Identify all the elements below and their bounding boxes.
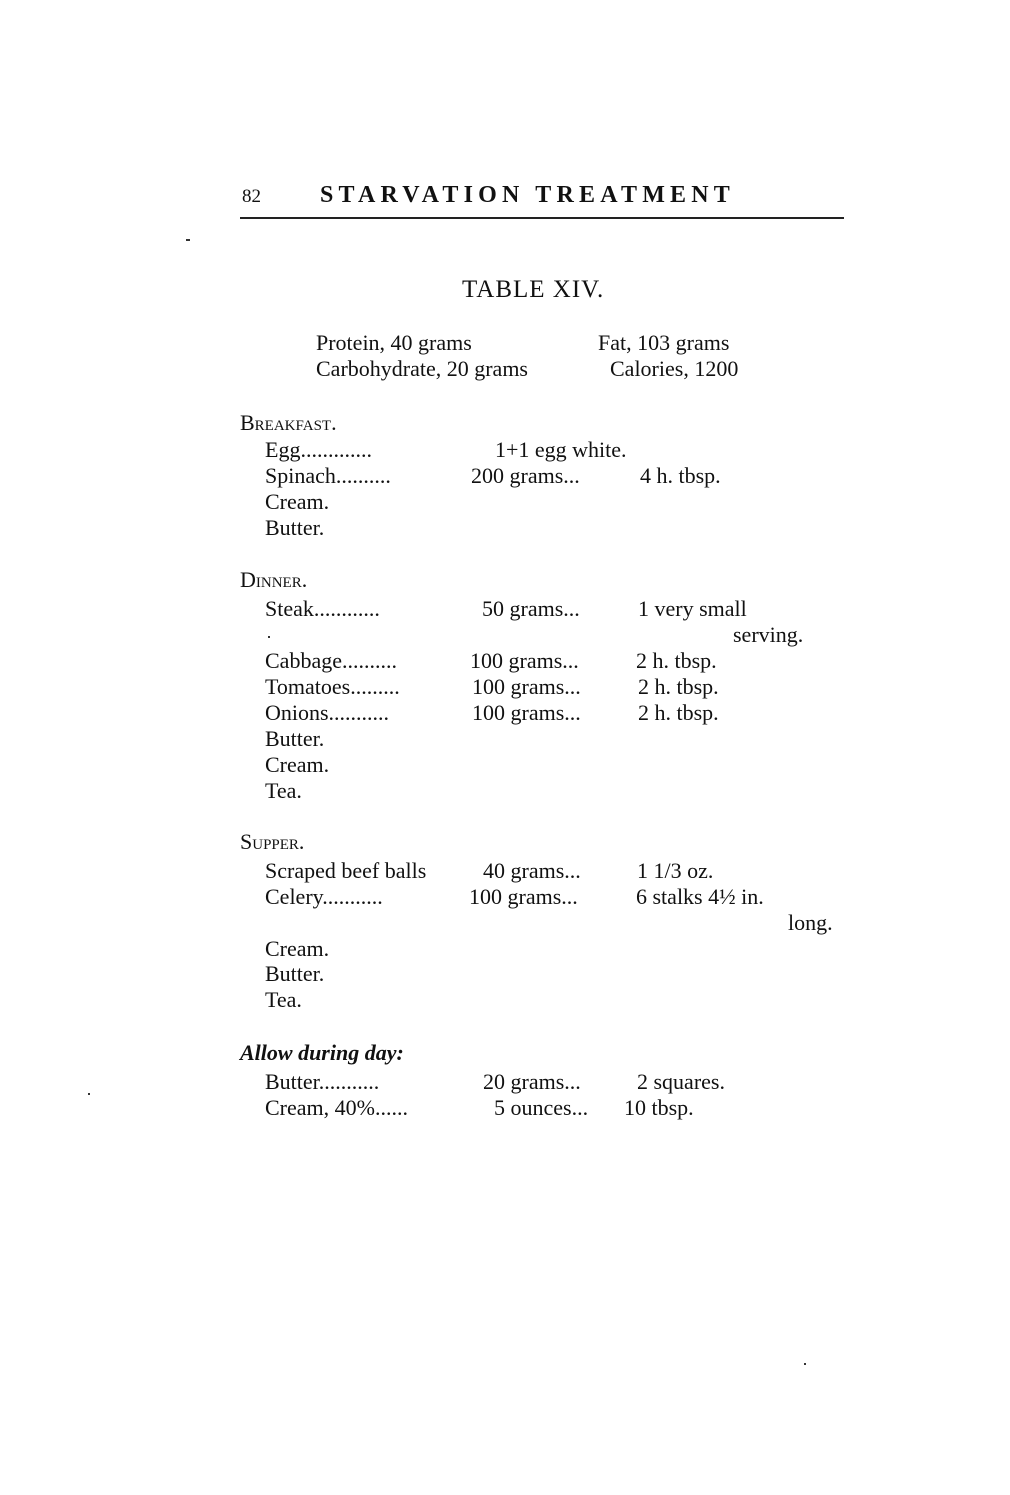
- food-amount: 20 grams...: [483, 1069, 581, 1094]
- food-measure: 4 h. tbsp.: [640, 463, 721, 488]
- food-name: Onions...........: [265, 700, 390, 725]
- food-measure-continuation: serving.: [733, 622, 804, 647]
- allow-heading: Allow during day:: [240, 1040, 404, 1065]
- food-name: Spinach..........: [265, 463, 391, 488]
- supper-heading: Supper.: [240, 829, 305, 854]
- food-amount: 100 grams...: [469, 884, 578, 909]
- food-name: Celery...........: [265, 884, 383, 909]
- food-name: Egg.............: [265, 437, 372, 462]
- food-name: Butter.: [265, 961, 325, 986]
- food-measure: 6 stalks 4½ in.: [636, 884, 764, 909]
- summary-protein: Protein, 40 grams: [316, 330, 472, 355]
- summary-carbohydrate: Carbohydrate, 20 grams: [316, 356, 528, 381]
- food-amount: 5 ounces...: [494, 1095, 589, 1120]
- scan-speck: [88, 1093, 90, 1095]
- food-name: Steak............: [265, 596, 380, 621]
- food-amount: 50 grams...: [482, 596, 580, 621]
- food-amount: 100 grams...: [470, 648, 579, 673]
- food-measure: 2 h. tbsp.: [638, 700, 719, 725]
- food-amount: 1+1 egg white.: [495, 437, 627, 462]
- page-number: 82: [242, 186, 261, 207]
- food-measure: 2 squares.: [637, 1069, 725, 1094]
- food-measure: 2 h. tbsp.: [638, 674, 719, 699]
- food-measure: 10 tbsp.: [624, 1095, 694, 1120]
- food-amount: 40 grams...: [483, 858, 581, 883]
- scan-speck: [186, 239, 190, 241]
- food-amount: 100 grams...: [472, 700, 581, 725]
- food-name: Butter.: [265, 515, 325, 540]
- header-rule: [240, 217, 844, 219]
- food-measure: 2 h. tbsp.: [636, 648, 717, 673]
- food-amount: 200 grams...: [471, 463, 580, 488]
- food-measure: 1 very small: [638, 596, 747, 621]
- food-name: Cream.: [265, 936, 330, 961]
- food-name: Cream.: [265, 489, 330, 514]
- food-name: Cabbage..........: [265, 648, 397, 673]
- food-name: Cream.: [265, 752, 330, 777]
- table-title: TABLE XIV.: [462, 276, 605, 303]
- summary-fat: Fat, 103 grams: [598, 330, 730, 355]
- breakfast-heading: Breakfast.: [240, 410, 337, 435]
- food-name: Scraped beef balls: [265, 858, 427, 883]
- running-title: STARVATION TREATMENT: [320, 182, 736, 208]
- dinner-heading: Dinner.: [240, 567, 308, 592]
- scan-speck: [804, 1363, 806, 1365]
- food-measure-continuation: long.: [788, 910, 833, 935]
- food-name: Cream, 40%......: [265, 1095, 408, 1120]
- food-name: Tomatoes.........: [265, 674, 400, 699]
- food-amount: 100 grams...: [472, 674, 581, 699]
- scan-speck: [268, 636, 270, 638]
- food-name: Butter.: [265, 726, 325, 751]
- food-name: Tea.: [265, 987, 302, 1012]
- summary-calories: Calories, 1200: [610, 356, 739, 381]
- food-name: Butter...........: [265, 1069, 380, 1094]
- food-name: Tea.: [265, 778, 302, 803]
- food-measure: 1 1/3 oz.: [637, 858, 714, 883]
